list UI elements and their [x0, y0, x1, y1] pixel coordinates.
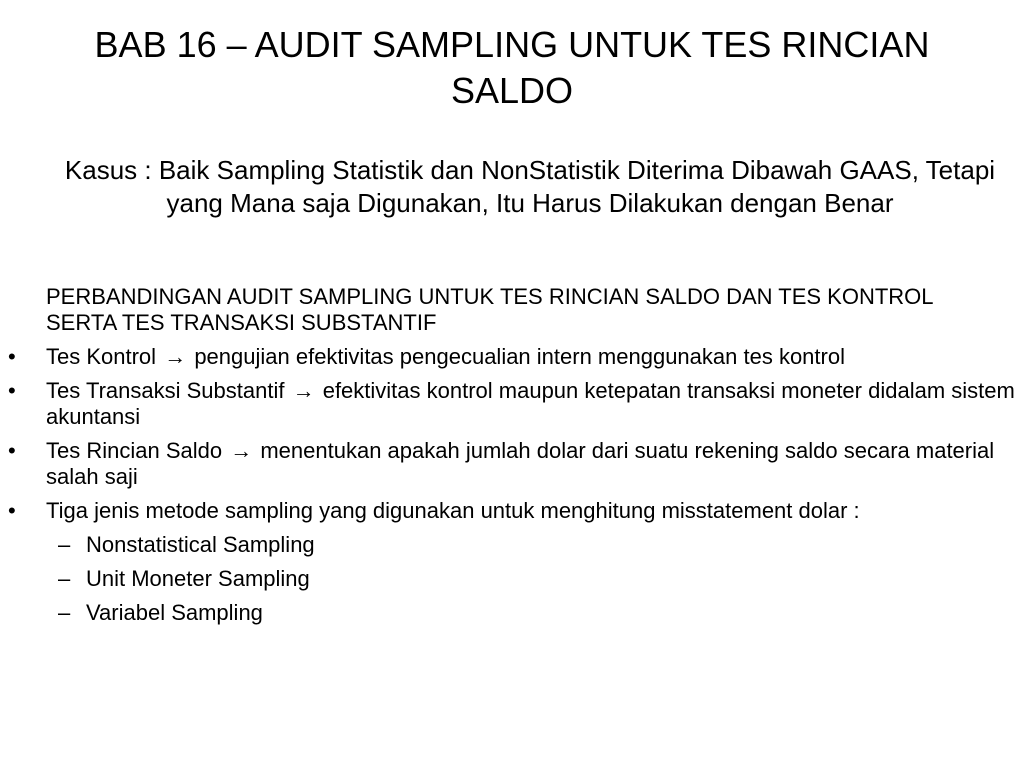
- slide-content: [0, 284, 1024, 634]
- sub-item-variabel-sampling: [0, 600, 1024, 626]
- comparison-heading: PERBANDINGAN AUDIT SAMPLING UNTUK TES RINCIAN SALDO DAN TES KONTROL SERTA TES TRANSAKSI SUBSTANTIF: [46, 284, 933, 335]
- dash-icon: –: [58, 600, 71, 625]
- right-arrow-icon: →: [230, 438, 253, 463]
- dash-icon: –: [58, 532, 71, 557]
- sub-item-label: Nonstatistical Sampling: [86, 532, 315, 557]
- bullet-icon: •: [8, 438, 16, 463]
- bullet-description: pengujian efektivitas pengecualian intern menggunakan tes kontrol: [194, 344, 845, 369]
- sub-item-nonstatistical-sampling: [0, 532, 1024, 558]
- bullet-icon: •: [8, 378, 16, 403]
- bullet-description: menentukan apakah jumlah dolar dari suatu rekening saldo secara material salah saji: [46, 438, 995, 489]
- case-statement: Kasus : Baik Sampling Statistik dan NonStatistik Diterima Dibawah GAAS, Tetapi yang Mana saja Digunakan, Itu Harus Dilakukan dengan Benar: [64, 155, 996, 218]
- bullet-icon: •: [8, 344, 16, 369]
- bullet-item-tes-kontrol: [0, 344, 1016, 370]
- bullet-term: Tes Kontrol: [46, 344, 157, 369]
- sub-item-unit-moneter-sampling: [0, 566, 1024, 592]
- right-arrow-icon: →: [164, 344, 187, 369]
- bullet-icon: •: [8, 498, 16, 523]
- bullet-item-tes-rincian-saldo: [0, 438, 1016, 490]
- dash-icon: –: [58, 566, 71, 591]
- sub-item-label: Variabel Sampling: [86, 600, 263, 625]
- bullet-item-tes-transaksi-substantif: [0, 378, 1016, 430]
- bullet-item-sampling-methods: [0, 498, 1016, 524]
- right-arrow-icon: →: [292, 378, 315, 403]
- bullet-term: Tes Transaksi Substantif: [46, 378, 285, 403]
- bullet-text: Tiga jenis metode sampling yang digunakan untuk menghitung misstatement dolar :: [46, 498, 860, 523]
- sub-item-label: Unit Moneter Sampling: [86, 566, 310, 591]
- bullet-term: Tes Rincian Saldo: [46, 438, 223, 463]
- slide-title: BAB 16 – AUDIT SAMPLING UNTUK TES RINCIAN SALDO: [94, 24, 930, 111]
- bullet-description: efektivitas kontrol maupun ketepatan transaksi moneter didalam sistem akuntansi: [46, 378, 1015, 429]
